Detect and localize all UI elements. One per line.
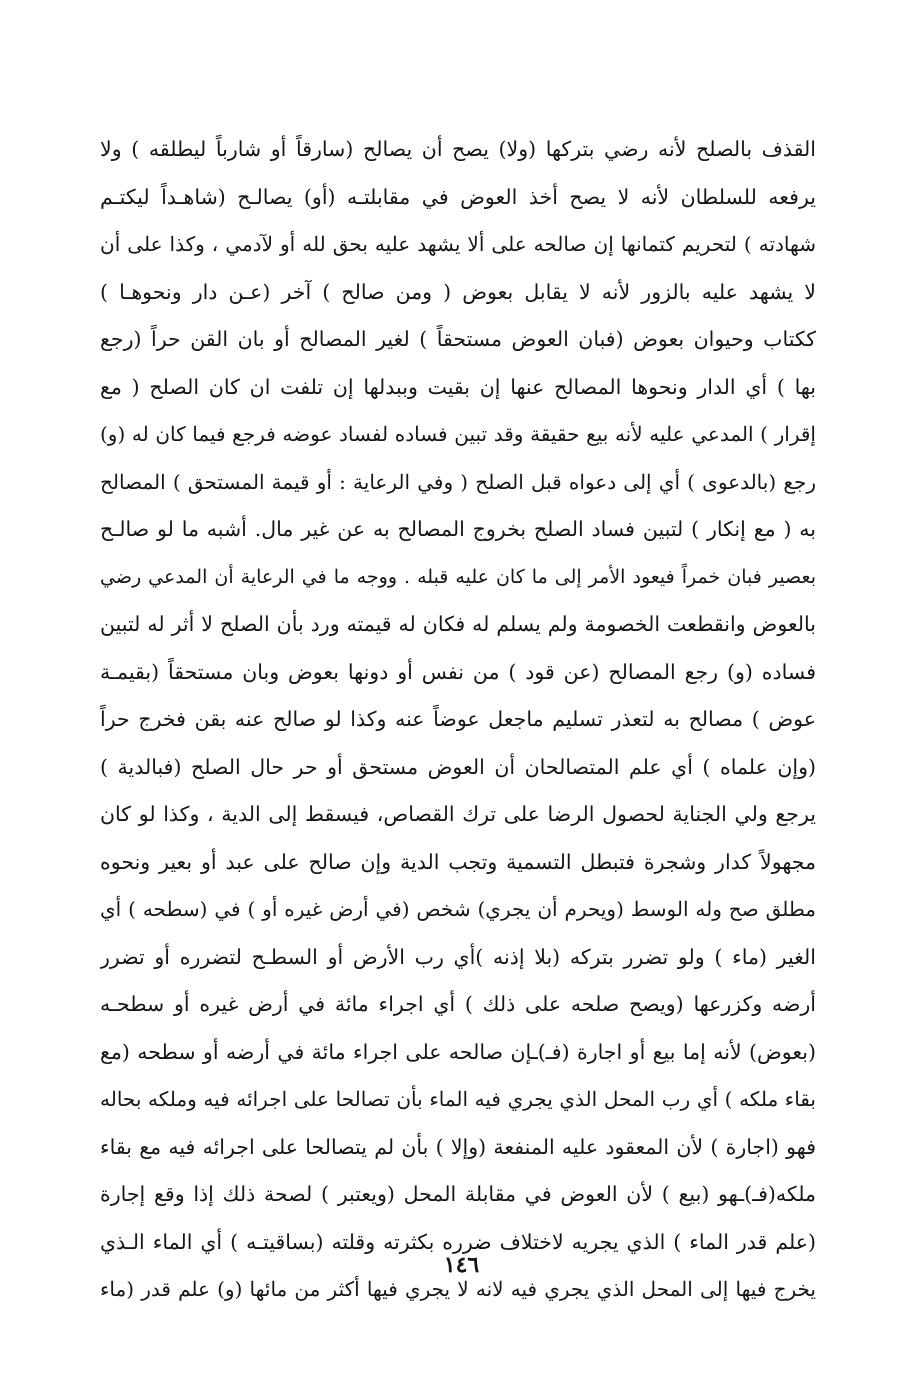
text-line: فساده (و) رجع المصالح (عن قود ) من نفس أو دونها بعوض وبان مستحقاً (بقيمـة (100, 659, 816, 684)
text-line: بقاء ملكه ) أي رب المحل الذي يجري فيه الماء بأن تصالحا على اجرائه فيه وملكه بحاله (100, 1087, 816, 1111)
text-line: (علم قدر الماء ) الذي يجريه لاختلاف ضرره بكثرته وقلته (بساقيتـه ) أي الماء الـذي (100, 1229, 816, 1254)
text-line: به ( مع إنكار ) لتبين فساد الصلح بخروج المصالح به عن غير مال. أشبه ما لو صالـح (100, 517, 816, 541)
text-line: يخرج فيها إلى المحل الذي يجري فيه لانه لا يجري فيها أكثر من مائها (و) علم قدر (ماء (100, 1277, 816, 1301)
text-line: أرضه وكزرعها (ويصح صلحه على ذلك ) أي اجراء مائة في أرض غيره أو سطحـه (100, 992, 816, 1016)
text-line: يرفعه للسلطان لأنه لا يصح أخذ العوض في مقابلتـه (أو) يصالـح (شاهـداً ليكتـم (100, 184, 816, 209)
text-line: القذف بالصلح لأنه رضي بتركها (ولا) يصح أن يصالح (سارقاً أو شارباً ليطلقه ) ولا (100, 137, 816, 161)
text-line: الغير (ماء ) ولو تضرر بتركه (بلا إذنه )أي رب الأرض أو السطـح لتضرره أو تضرر (100, 944, 816, 969)
text-line: ملكه(فـ)ـهو (بيع ) لأن العوض في مقابلة المحل (ويعتبر ) لصحة ذلك إذا وقع إجارة (100, 1182, 816, 1206)
text-line: (وإن علماه ) أي علم المتصالحان أن العوض مستحق أو حر حال الصلح (فبالدية ) (100, 754, 816, 779)
page-number: ١٤٦ (443, 1252, 480, 1278)
text-line: شهادته ) لتحريم كتمانها إن صالحه على ألا يشهد عليه بحق لله أو لآدمي ، وكذا على أن (100, 232, 816, 256)
text-line: رجع (بالدعوى ) أي إلى دعواه قبل الصلح ( وفي الرعاية : أو قيمة المستحق ) المصالح (100, 469, 816, 494)
text-line: بالعوض وانقطعت الخصومة ولم يسلم له فكان له قيمته ورد بأن الصلح لا أثر له لتبين (100, 612, 816, 636)
text-line: فهو (اجارة ) لأن المعقود عليه المنفعة (وإلا ) بأن لم يتصالحا على اجرائه فيه مع بقاء (100, 1134, 816, 1159)
body-text (100, 126, 816, 1314)
text-line: إقرار ) المدعي عليه لأنه بيع حقيقة وقد تبين فساده لفساد عوضه فرجع فيما كان له (و) (100, 422, 816, 446)
text-line: مطلق صح وله الوسط (ويحرم أن يجري) شخص (في أرض غيره أو ) في (سطحه ) أي (100, 897, 816, 921)
text-line: لا يشهد عليه بالزور لأنه لا يقابل بعوض ( ومن صالح ) آخر (عـن دار ونحوهـا ) (100, 279, 816, 304)
text-line: يرجع ولي الجناية لحصول الرضا على ترك القصاص، فيسقط إلى الدية ، وكذا لو كان (100, 802, 816, 826)
text-line: مجهولاً كدار وشجرة فتبطل التسمية وتجب الدية وإن صالح على عبد أو بعير ونحوه (100, 849, 816, 874)
text-line: ككتاب وحيوان بعوض (فبان العوض مستحقاً ) لغير المصالح أو بان القن حراً (رجع (100, 327, 816, 351)
text-line: بها ) أي الدار ونحوها المصالح عنها إن بقيت وببدلها إن تلفت ان كان الصلح ( مع (100, 374, 816, 399)
text-line: عوض ) مصالح به لتعذر تسليم ماجعل عوضاً عنه وكذا لو صالح عنه بقن فخرج حراً (100, 707, 816, 731)
text-line: بعصير فبان خمراً فيعود الأمر إلى ما كان عليه قبله . ووجه ما في الرعاية أن المدعي رضي (100, 565, 816, 588)
text-line: (بعوض) لأنه إما بيع أو اجارة (فـ)ـإن صالحه على اجراء مائة في أرضه أو سطحه (مع (100, 1039, 816, 1064)
